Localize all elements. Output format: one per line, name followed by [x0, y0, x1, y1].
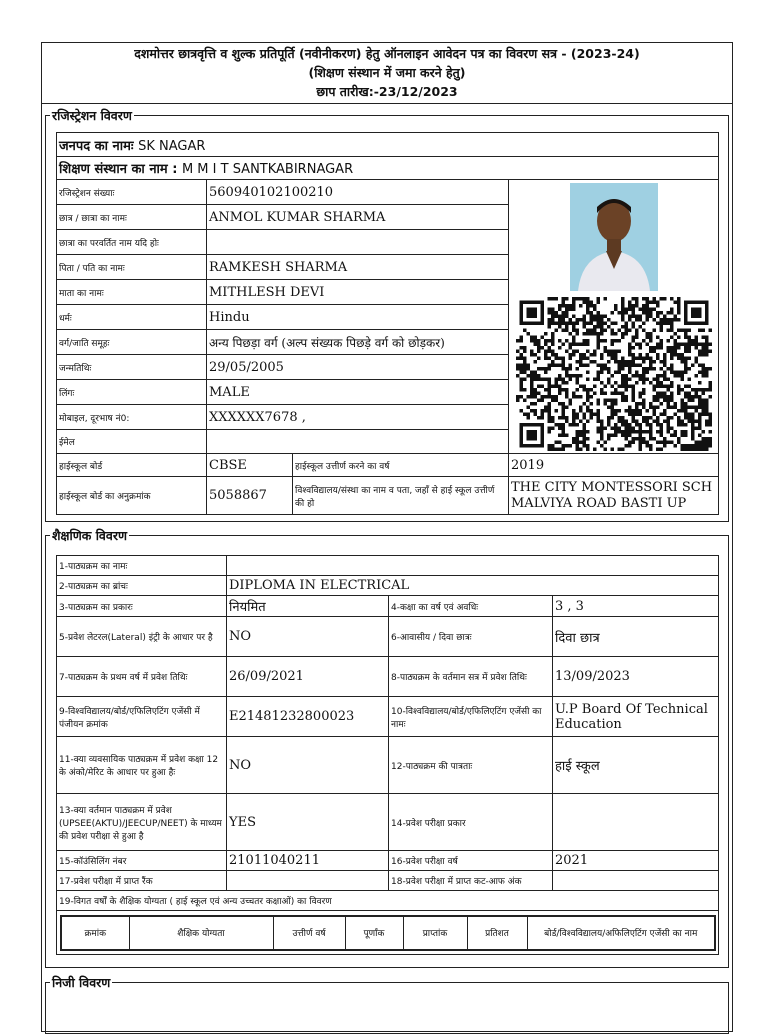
edu-header: बोर्ड/विश्वविद्यालय/अफिलिएटिंग एजेंसी का नाम [527, 916, 715, 950]
print-date: छाप तारीख:-23/12/2023 [316, 84, 458, 99]
pair-label: 15-कॉउंसिलिंग नंबर [57, 851, 227, 871]
edu-header: पूर्णांक [345, 916, 403, 950]
district-value: SK NAGAR [138, 138, 206, 154]
reg-label: रजिस्ट्रेशन संख्याः [57, 180, 207, 205]
institute-row [57, 157, 719, 180]
reg-value: XXXXXX7678 , [207, 405, 509, 430]
district-row [57, 133, 719, 157]
form-header [41, 42, 733, 101]
reg-value: ANMOL KUMAR SHARMA [207, 205, 509, 230]
reg-value: Hindu [207, 305, 509, 330]
hs-inst-value: THE CITY MONTESSORI SCH MALVIYA ROAD BASTI UP [509, 477, 719, 515]
reg-label: जन्मतिथिः [57, 355, 207, 380]
reg-label: वर्ग/जाति समूहः [57, 330, 207, 355]
pair-value: 13/09/2023 [553, 657, 719, 697]
pair-value: NO [227, 617, 389, 657]
pair-value: हाई स्कूल [553, 737, 719, 794]
reg-value: MALE [207, 380, 509, 405]
pair-value: NO [227, 737, 389, 794]
pair-label: 5-प्रवेश लेटरल(Lateral) इंट्री के आधार पर है [57, 617, 227, 657]
personal-legend: निजी विवरण [52, 975, 111, 990]
pair-label: 18-प्रवेश परीक्षा में प्राप्त कट-आफ अंक [389, 871, 553, 891]
photo-qr-cell [509, 180, 719, 454]
reg-label: माता का नामः [57, 280, 207, 305]
pair-label: 14-प्रवेश परीक्षा प्रकार [389, 794, 553, 851]
reg-value: अन्य पिछड़ा वर्ग (अल्प संख्यक पिछड़े वर्ग को छोड़कर) [207, 330, 509, 355]
hs-board-value: CBSE [207, 454, 293, 477]
reg-label: ईमेल [57, 430, 207, 454]
edu-header: उत्तीर्ण वर्ष [273, 916, 345, 950]
pair-label: 8-पाठ्यक्रम के वर्तमान सत्र में प्रवेश तिथिः [389, 657, 553, 697]
reg-value: RAMKESH SHARMA [207, 255, 509, 280]
pair-label: 12-पाठ्यक्रम की पात्रताः [389, 737, 553, 794]
pair-value: YES [227, 794, 389, 851]
header-title: दशमोत्तर छात्रवृत्ति व शुल्क प्रतिपूर्ति (नवीनीकरण) हेतु ऑनलाइन आवेदन पत्र का विवरण सत्र - (2023-24) [134, 46, 640, 61]
hs-board-label: हाईस्कूल बोर्ड [57, 454, 207, 477]
hs-roll-value: 5058867 [207, 477, 293, 515]
pair-value: नियमित [227, 596, 389, 617]
qr-code-icon [516, 297, 712, 451]
course-name-label: 1-पाठ्यक्रम का नामः [57, 556, 227, 576]
student-photo [570, 183, 658, 291]
course-branch-label: 2-पाठ्यक्रम का ब्रांचः [57, 576, 227, 596]
pair-label: 3-पाठ्यक्रम का प्रकारः [57, 596, 227, 617]
reg-label: मोबाइल, दूरभाष नं0: [57, 405, 207, 430]
pair-value [553, 794, 719, 851]
edu-header: शैक्षिक योग्यता [129, 916, 273, 950]
education-history-table [60, 915, 716, 951]
hs-roll-label: हाईस्कूल बोर्ड का अनुक्रमांक [57, 477, 207, 515]
academic-table [56, 555, 719, 955]
reg-label: धर्मः [57, 305, 207, 330]
personal-section [45, 974, 729, 1034]
pair-value: U.P Board Of Technical Education [553, 697, 719, 737]
edu-header: प्रतिशत [467, 916, 527, 950]
reg-label: छात्रा का परवर्तित नाम यदि होः [57, 230, 207, 255]
pair-label: 10-विश्वविद्यालय/बोर्ड/एफिलिएटिंग एजेंसी का नामः [389, 697, 553, 737]
academic-legend: शैक्षणिक विवरण [52, 528, 127, 543]
institute-value: M M I T SANTKABIRNAGAR [181, 162, 354, 177]
prior-education-label: 19-विगत वर्षों के शैक्षिक योग्यता ( हाई स्कूल एवं अन्य उच्चतर कक्षाओं) का विवरण [57, 891, 719, 911]
header-divider [41, 103, 733, 104]
education-history-cell [57, 911, 719, 955]
person-icon [570, 183, 658, 291]
pair-label: 9-विश्वविद्यालय/बोर्ड/एफिलिएटिंग एजेंसी में पंजीयन क्रमांक [57, 697, 227, 737]
qr-code [516, 297, 712, 451]
registration-table [56, 132, 719, 515]
pair-label: 13-क्या वर्तमान पाठ्यक्रम में प्रवेश (UPSEE(AKTU)/JEECUP/NEET) के माध्यम की प्रवेश परीक्षा से हुआ है [57, 794, 227, 851]
reg-value [207, 430, 509, 454]
hs-year-label: हाईस्कूल उत्तीर्ण करने का वर्ष [293, 454, 509, 477]
reg-label: छात्र / छात्रा का नामः [57, 205, 207, 230]
pair-value [227, 871, 389, 891]
hs-year-value: 2019 [509, 454, 719, 477]
reg-label: लिंगः [57, 380, 207, 405]
institute-label: शिक्षण संस्थान का नाम : [59, 162, 178, 177]
hs-inst-label: विश्वविद्यालय/संस्था का नाम व पता, जहाँ से हाई स्कूल उत्तीर्ण की हो [293, 477, 509, 515]
reg-label: पिता / पति का नामः [57, 255, 207, 280]
pair-value: E21481232800023 [227, 697, 389, 737]
pair-label: 17-प्रवेश परीक्षा में प्राप्त रैंक [57, 871, 227, 891]
pair-value [553, 871, 719, 891]
pair-label: 4-कक्षा का वर्ष एवं अवधिः [389, 596, 553, 617]
reg-value [207, 230, 509, 255]
pair-value: दिवा छात्र [553, 617, 719, 657]
edu-header: क्रमांक [61, 916, 129, 950]
reg-value: 560940102100210 [207, 180, 509, 205]
pair-value: 21011040211 [227, 851, 389, 871]
course-name-value [227, 556, 719, 576]
pair-label: 7-पाठ्यक्रम के प्रथम वर्ष में प्रवेश तिथिः [57, 657, 227, 697]
pair-value: 2021 [553, 851, 719, 871]
reg-value: 29/05/2005 [207, 355, 509, 380]
pair-value: 3 , 3 [553, 596, 719, 617]
header-subtitle: (शिक्षण संस्थान में जमा करने हेतु) [308, 65, 466, 80]
pair-label: 16-प्रवेश परीक्षा वर्ष [389, 851, 553, 871]
district-label: जनपद का नामः [59, 138, 134, 154]
pair-label: 11-क्या व्यवसायिक पाठ्यक्रम में प्रवेश कक्षा 12 के अंको/मेरिट के आधार पर हुआ हैः [57, 737, 227, 794]
pair-value: 26/09/2021 [227, 657, 389, 697]
registration-legend: रजिस्ट्रेशन विवरण [52, 108, 132, 123]
edu-header: प्राप्तांक [403, 916, 467, 950]
pair-label: 6-आवासीय / दिवा छात्रः [389, 617, 553, 657]
reg-value: MITHLESH DEVI [207, 280, 509, 305]
course-branch-value: DIPLOMA IN ELECTRICAL [227, 576, 719, 596]
